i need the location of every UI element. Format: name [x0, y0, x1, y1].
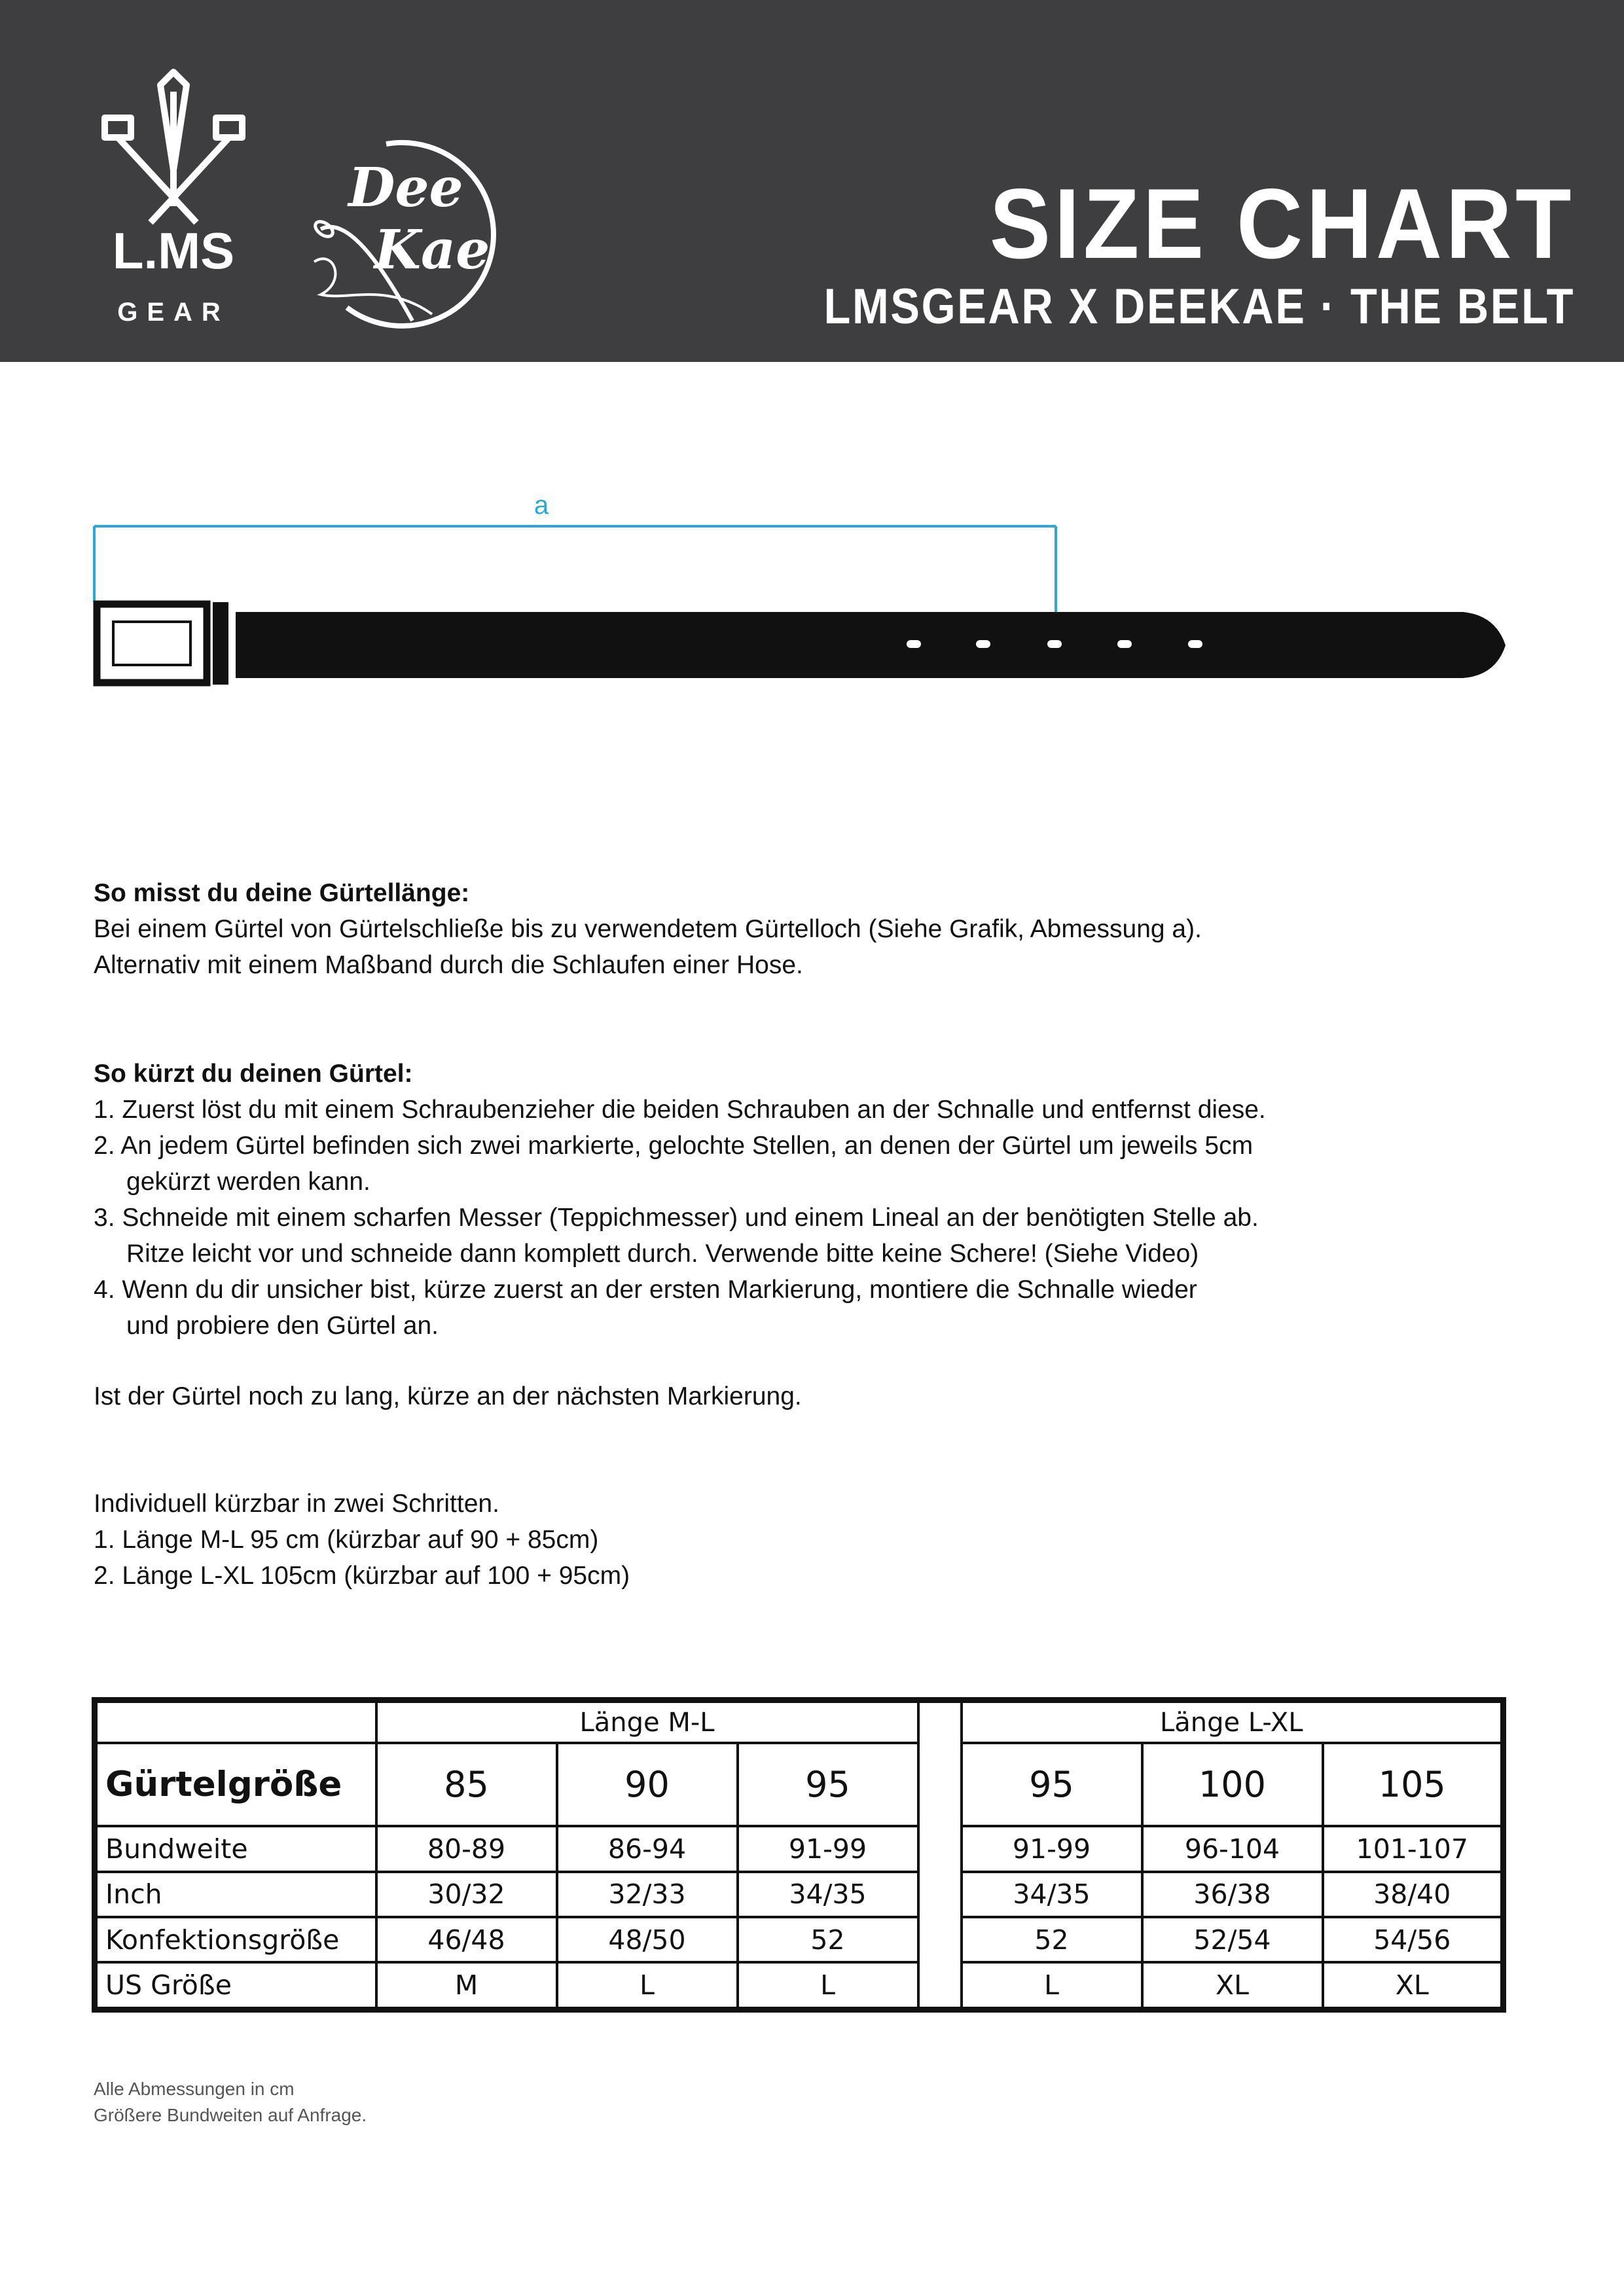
table-cell: 52/54	[1142, 1917, 1323, 1962]
table-cell: 85	[376, 1743, 557, 1826]
table-cell: M	[376, 1962, 557, 2009]
svg-text:L.MS: L.MS	[112, 222, 235, 279]
table-row	[95, 1743, 1504, 1826]
table-cell: 91-99	[962, 1826, 1142, 1871]
row-label: Konfektionsgröße	[95, 1917, 376, 1962]
table-cell: 32/33	[557, 1872, 738, 1917]
footnote	[94, 2076, 367, 2128]
table-cell: 34/35	[738, 1872, 918, 1917]
row-label: Bundweite	[95, 1826, 376, 1871]
table-cell: 52	[962, 1917, 1142, 1962]
shorten-closing: Ist der Gürtel noch zu lang, kürze an der nächsten Markierung.	[94, 1382, 802, 1410]
table-cell: 46/48	[376, 1917, 557, 1962]
footnote-line: Größere Bundweiten auf Anfrage.	[94, 2105, 367, 2125]
table-cell: 34/35	[962, 1872, 1142, 1917]
table-cell: XL	[1142, 1962, 1323, 2009]
table-row	[95, 1962, 1504, 2009]
footnote-line: Alle Abmessungen in cm	[94, 2079, 295, 2099]
table-row	[95, 1826, 1504, 1871]
table-cell: XL	[1323, 1962, 1504, 2009]
belt-strap	[236, 612, 1506, 678]
shorten-step: 3. Schneide mit einem scharfen Messer (Teppichmesser) und einem Lineal an der benötigten Stelle ab.	[94, 1204, 1259, 1232]
table-cell: 96-104	[1142, 1826, 1323, 1871]
table-cell: 30/32	[376, 1872, 557, 1917]
shorten-heading: So kürzt du deinen Gürtel:	[94, 1060, 413, 1088]
shorten-step: 2. An jedem Gürtel befinden sich zwei markierte, gelochte Stellen, an denen der Gürtel um jeweils 5cm	[94, 1132, 1254, 1160]
svg-text:Dee: Dee	[348, 156, 463, 219]
shorten-step-cont: gekürzt werden kann.	[126, 1168, 370, 1196]
belt-buckle	[97, 602, 228, 685]
row-label: Inch	[95, 1872, 376, 1917]
header-banner	[0, 0, 1624, 362]
group-header-lxl: Länge L-XL	[962, 1700, 1504, 1744]
table-cell: L	[557, 1962, 738, 2009]
table-cell: 101-107	[1323, 1826, 1504, 1871]
shorten-step-cont: und probiere den Gürtel an.	[126, 1312, 439, 1340]
table-cell: 36/38	[1142, 1872, 1323, 1917]
steps-line: 1. Länge M-L 95 cm (kürzbar auf 90 + 85cm)	[94, 1526, 599, 1554]
lms-gear-logo	[98, 65, 249, 334]
svg-text:Kae: Kae	[374, 219, 490, 281]
table-header-row	[95, 1700, 1504, 1744]
table-cell: 54/56	[1323, 1917, 1504, 1962]
measure-section	[94, 875, 1202, 983]
table-cell: 52	[738, 1917, 918, 1962]
svg-text:GEAR: GEAR	[117, 298, 230, 327]
measure-line: Bei einem Gürtel von Gürtelschließe bis zu verwendetem Gürtelloch (Siehe Grafik, Abmessung a).	[94, 915, 1202, 943]
table-cell: 100	[1142, 1743, 1323, 1826]
shorten-step: 1. Zuerst löst du mit einem Schraubenzieher die beiden Schrauben an der Schnalle und entfernst diese.	[94, 1096, 1266, 1124]
shorten-step: 4. Wenn du dir unsicher bist, kürze zuerst an der ersten Markierung, montiere die Schnalle wieder	[94, 1276, 1197, 1304]
table-cell: 105	[1323, 1743, 1504, 1826]
deekae-logo	[308, 131, 517, 334]
measure-heading: So misst du deine Gürtellänge:	[94, 879, 470, 907]
table-cell: 95	[962, 1743, 1142, 1826]
steps-line: Individuell kürzbar in zwei Schritten.	[94, 1490, 499, 1518]
shorten-step-cont: Ritze leicht vor und schneide dann komplett durch. Verwende bitte keine Schere! (Siehe Video)	[126, 1240, 1199, 1268]
table-corner	[95, 1700, 376, 1744]
page-title: SIZE CHART	[989, 168, 1575, 279]
table-cell: 95	[738, 1743, 918, 1826]
measure-label: a	[533, 491, 549, 520]
table-cell: 38/40	[1323, 1872, 1504, 1917]
table-cell: 86-94	[557, 1826, 738, 1871]
belt-diagram	[88, 484, 1509, 700]
page-subtitle: LMSGEAR X DEEKAE · THE BELT	[823, 279, 1575, 334]
shorten-section	[94, 1056, 1266, 1344]
table-cell: L	[962, 1962, 1142, 2009]
table-gap	[918, 1700, 962, 2010]
size-table	[92, 1697, 1506, 2013]
table-cell: 91-99	[738, 1826, 918, 1871]
steps-section	[94, 1486, 630, 1594]
row-label: US Größe	[95, 1962, 376, 2009]
table-row	[95, 1872, 1504, 1917]
group-header-ml: Länge M-L	[376, 1700, 918, 1744]
table-cell: 48/50	[557, 1917, 738, 1962]
steps-line: 2. Länge L-XL 105cm (kürzbar auf 100 + 95cm)	[94, 1562, 630, 1590]
table-cell: 80-89	[376, 1826, 557, 1871]
table-cell: 90	[557, 1743, 738, 1826]
table-row	[95, 1917, 1504, 1962]
measure-line: Alternativ mit einem Maßband durch die Schlaufen einer Hose.	[94, 951, 803, 979]
table-cell: L	[738, 1962, 918, 2009]
row-label: Gürtelgröße	[95, 1743, 376, 1826]
